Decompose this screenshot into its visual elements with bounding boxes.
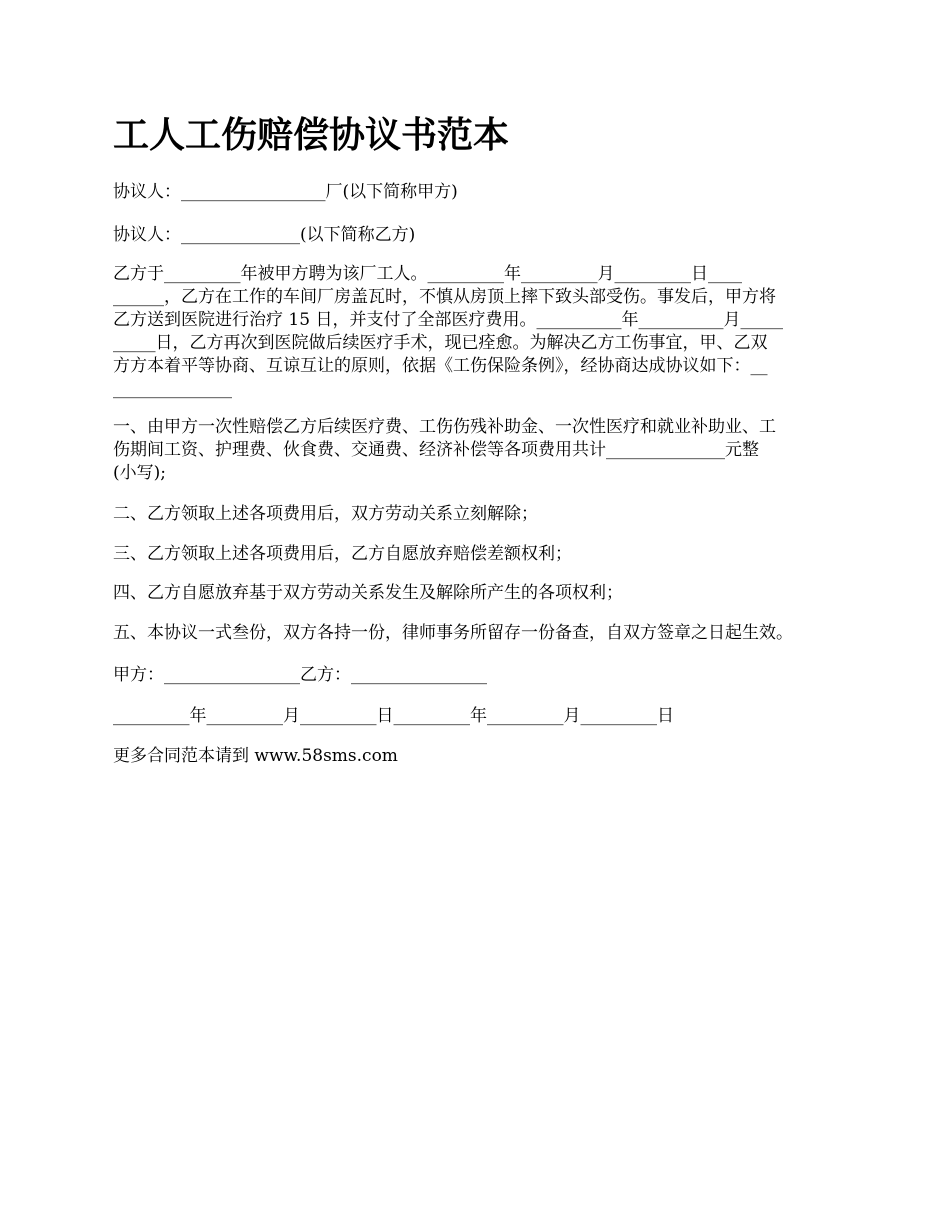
clause-1-line-3: (小写); — [113, 463, 166, 483]
party-b-line: 协议人：______________(以下简称乙方) — [113, 225, 416, 245]
intro-line-5: 方方本着平等协商、互谅互让的原则，依据《工伤保险条例》，经协商达成协议如下：__ — [113, 356, 768, 376]
intro-line-6: ______________ — [113, 379, 232, 399]
document-title: 工人工伤赔偿协议书范本 — [113, 115, 510, 156]
intro-line-4: _____日，乙方再次到医院做后续医疗手术，现已痊愈。为解决乙方工伤事宜，甲、乙双 — [113, 333, 768, 353]
clause-2: 二、乙方领取上述各项费用后，双方劳动关系立刻解除； — [113, 504, 538, 524]
intro-line-1: 乙方于_________年被甲方聘为该厂工人。_________年_________月_________日____ — [113, 264, 742, 284]
clause-1-line-2: 伤期间工资、护理费、伙食费、交通费、经济补偿等各项费用共计______________元整 — [113, 440, 759, 460]
clause-3: 三、乙方领取上述各项费用后，乙方自愿放弃赔偿差额权利； — [113, 544, 572, 564]
clause-5: 五、本协议一式叁份，双方各持一份，律师事务所留存一份备查，自双方签章之日起生效。 — [113, 623, 793, 643]
date-line: _________年_________月_________日_________年_________月_________日 — [113, 706, 674, 726]
intro-line-2: ______，乙方在工作的车间厂房盖瓦时，不慎从房顶上摔下致头部受伤。事发后，甲方将 — [113, 287, 776, 307]
intro-line-3: 乙方送到医院进行治疗 15 日，并支付了全部医疗费用。__________年__________月_____ — [113, 310, 783, 330]
party-a-line: 协议人：_________________厂(以下简称甲方) — [113, 182, 458, 202]
clause-1-line-1: 一、由甲方一次性赔偿乙方后续医疗费、工伤伤残补助金、一次性医疗和就业补助业、工 — [113, 417, 776, 437]
footer-link-text: 更多合同范本请到 www.58sms.com — [113, 746, 398, 766]
signature-line: 甲方：________________乙方：________________ — [113, 665, 487, 685]
clause-4: 四、乙方自愿放弃基于双方劳动关系发生及解除所产生的各项权利； — [113, 583, 623, 603]
